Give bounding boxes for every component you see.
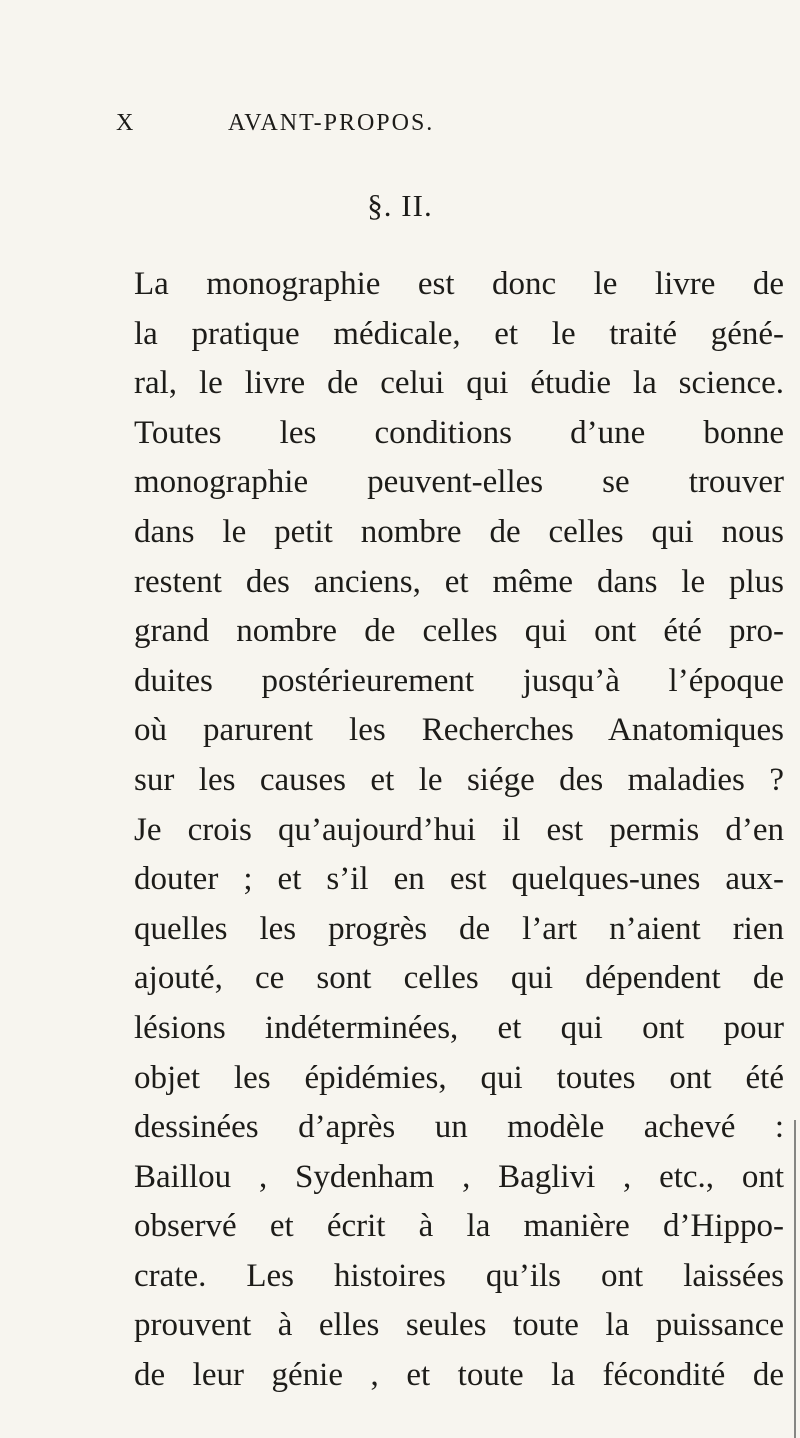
text-line: Je crois qu’aujourd’hui il est permis d’en bbox=[134, 811, 784, 848]
body-paragraph bbox=[134, 260, 784, 1401]
text-line: duites postérieurement jusqu’à l’époque bbox=[134, 662, 784, 699]
page-number: X bbox=[116, 110, 135, 136]
text-line: sur les causes et le siége des maladies ? bbox=[134, 761, 784, 798]
text-line: dessinées d’après un modèle achevé : bbox=[134, 1109, 784, 1146]
text-line: Toutes les conditions d’une bonne bbox=[134, 414, 784, 451]
page-header bbox=[0, 110, 800, 142]
text-line: lésions indéterminées, et qui ont pour bbox=[134, 1009, 784, 1046]
text-line: dans le petit nombre de celles qui nous bbox=[134, 513, 784, 550]
scan-edge-line bbox=[794, 1120, 796, 1438]
text-line: Baillou , Sydenham , Baglivi , etc., ont bbox=[134, 1158, 784, 1195]
running-head: AVANT-PROPOS. bbox=[228, 110, 435, 136]
section-heading: §. II. bbox=[367, 188, 433, 223]
text-line: La monographie est donc le livre de bbox=[134, 266, 784, 302]
text-line: quelles les progrès de l’art n’aient rien bbox=[134, 910, 784, 947]
text-line: douter ; et s’il en est quelques-unes aux- bbox=[134, 861, 784, 898]
text-line: ajouté, ce sont celles qui dépendent de bbox=[134, 960, 784, 997]
text-line: prouvent à elles seules toute la puissance bbox=[134, 1307, 784, 1344]
text-line: observé et écrit à la manière d’Hippo- bbox=[134, 1208, 784, 1245]
text-line: monographie peuvent-elles se trouver bbox=[134, 464, 784, 501]
text-line: restent des anciens, et même dans le plus bbox=[134, 563, 784, 600]
text-line: la pratique médicale, et le traité géné- bbox=[134, 315, 784, 352]
text-line: crate. Les histoires qu’ils ont laissées bbox=[134, 1257, 784, 1294]
text-line: objet les épidémies, qui toutes ont été bbox=[134, 1059, 784, 1096]
text-line: ral, le livre de celui qui étudie la science. bbox=[134, 365, 784, 402]
text-line: de leur génie , et toute la fécondité de bbox=[134, 1357, 784, 1394]
text-line: grand nombre de celles qui ont été pro- bbox=[134, 613, 784, 650]
text-line: où parurent les Recherches Anatomiques bbox=[134, 712, 784, 749]
